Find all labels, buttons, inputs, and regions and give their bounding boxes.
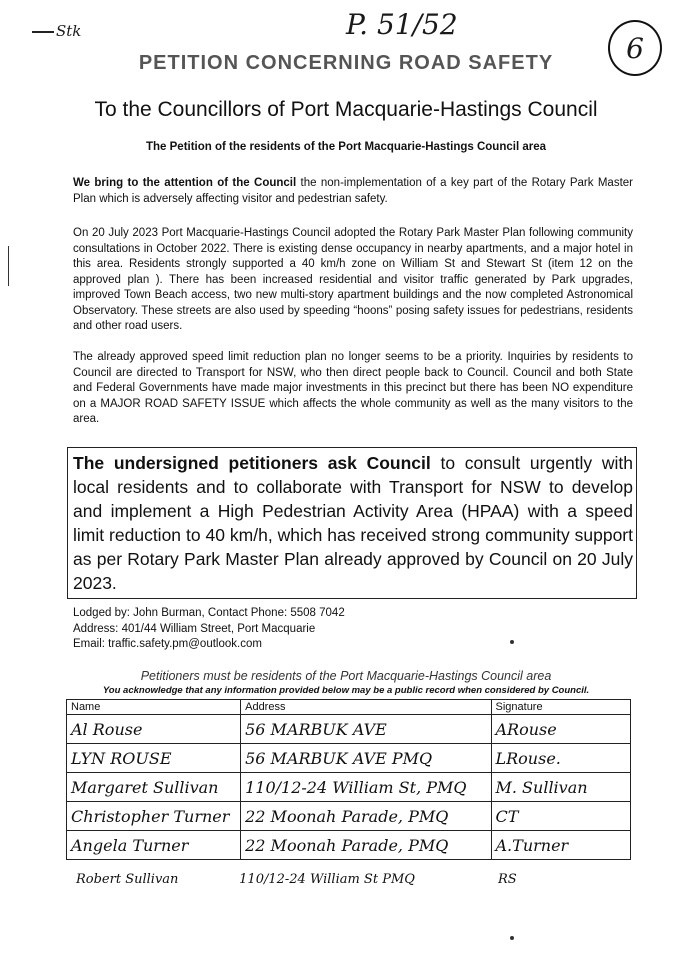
document-title: PETITION CONCERNING ROAD SAFETY bbox=[138, 52, 554, 74]
handwritten-page-reference: P. 51/52 bbox=[346, 8, 458, 41]
signer-name: LYN ROUSE bbox=[67, 744, 241, 773]
signer-name: Angela Turner bbox=[67, 831, 241, 860]
signer-address: 22 Moonah Parade, PMQ bbox=[241, 831, 491, 860]
header-signature: Signature bbox=[491, 700, 631, 715]
signer-address: 110/12-24 William St PMQ bbox=[239, 872, 415, 887]
signer-signature: A.Turner bbox=[491, 831, 631, 860]
signer-signature: CT bbox=[491, 802, 631, 831]
privacy-acknowledgement: You acknowledge that any information provided below may be a public record when considered by Council. bbox=[102, 685, 590, 696]
addressee-line: To the Councillors of Port Macquarie-Hastings Council bbox=[94, 98, 598, 121]
signer-name: Al Rouse bbox=[67, 715, 241, 744]
lodger-details bbox=[73, 606, 345, 653]
intro-paragraph: We bring to the attention of the Council the non-implementation of a key part of the Rotary Park Master Plan which is adversely affecting visitor and pedestrian safety. bbox=[73, 177, 633, 205]
background-paragraph: On 20 July 2023 Port Macquarie-Hastings Council adopted the Rotary Park Master Plan following community consultations in October 2022. There is existing dense occupancy in nearby apartments, and a major hotel in this area. Residents strongly supported a 40 km/h zone on William St and Stewart St (item 12 on the approved plan ). There has been increased residential and visitor traffic generated by Park upgrades, improved Town Beach access, two new multi-story apartment buildings and the now completed Astronomical Observatory. These streets are also used by speeding “hoons” posing safety issues for pedestrians, residents and other road users. bbox=[73, 227, 633, 332]
lodger-address: Address: 401/44 William Street, Port Macquarie bbox=[73, 622, 316, 635]
issue-paragraph: The already approved speed limit reduction plan no longer seems to be a priority. Inquiries by residents to Council are directed to Transport for NSW, who then direct people back to Council. Council and both State and Federal Governments have made major investments in this precinct but there has been NO expenditure on a MAJOR ROAD SAFETY ISSUE which affects the whole community as well as the many visitors to the area. bbox=[73, 351, 633, 425]
table-row bbox=[67, 773, 631, 802]
signer-address: 22 Moonah Parade, PMQ bbox=[241, 802, 491, 831]
lodged-by: Lodged by: John Burman, Contact Phone: 5508 7042 bbox=[73, 607, 345, 619]
unruled-signer-row bbox=[76, 872, 631, 887]
table-row bbox=[67, 831, 631, 860]
signer-address: 110/12-24 William St, PMQ bbox=[241, 773, 491, 802]
table-row bbox=[67, 715, 631, 744]
header-name: Name bbox=[67, 700, 241, 715]
signer-name: Christopher Turner bbox=[67, 802, 241, 831]
margin-mark bbox=[8, 246, 9, 286]
table-row bbox=[67, 744, 631, 773]
signature-table bbox=[66, 699, 631, 860]
residency-notice: Petitioners must be residents of the Port Macquarie-Hastings Council area bbox=[140, 669, 552, 683]
signer-address: 56 MARBUK AVE PMQ bbox=[241, 744, 491, 773]
handwritten-annotation: Stk bbox=[32, 22, 81, 40]
signer-name: Robert Sullivan bbox=[76, 872, 179, 887]
signer-name: Margaret Sullivan bbox=[67, 773, 241, 802]
circled-number: 6 bbox=[608, 20, 662, 76]
table-row bbox=[67, 802, 631, 831]
signer-signature: RS bbox=[497, 872, 517, 887]
signer-signature: M. Sullivan bbox=[491, 773, 631, 802]
signer-address: 56 MARBUK AVE bbox=[241, 715, 491, 744]
header-address: Address bbox=[241, 700, 491, 715]
signer-signature: ARouse bbox=[491, 715, 631, 744]
petition-subtitle: The Petition of the residents of the Port Macquarie-Hastings Council area bbox=[145, 141, 546, 153]
stray-mark bbox=[510, 640, 514, 644]
lodger-email: Email: traffic.safety.pm@outlook.com bbox=[73, 638, 262, 650]
request-text: The undersigned petitioners ask Council to consult urgently with local residents and to collaborate with Transport for NSW to develop and implement a High Pedestrian Activity Area (HPAA) with a speed limit reduction to 40 km/h, which has received strong community support as per Rotary Park Master Plan already approved by Council on 20 July 2023. bbox=[73, 453, 634, 593]
stray-mark bbox=[510, 936, 514, 940]
signer-signature: LRouse. bbox=[491, 744, 631, 773]
